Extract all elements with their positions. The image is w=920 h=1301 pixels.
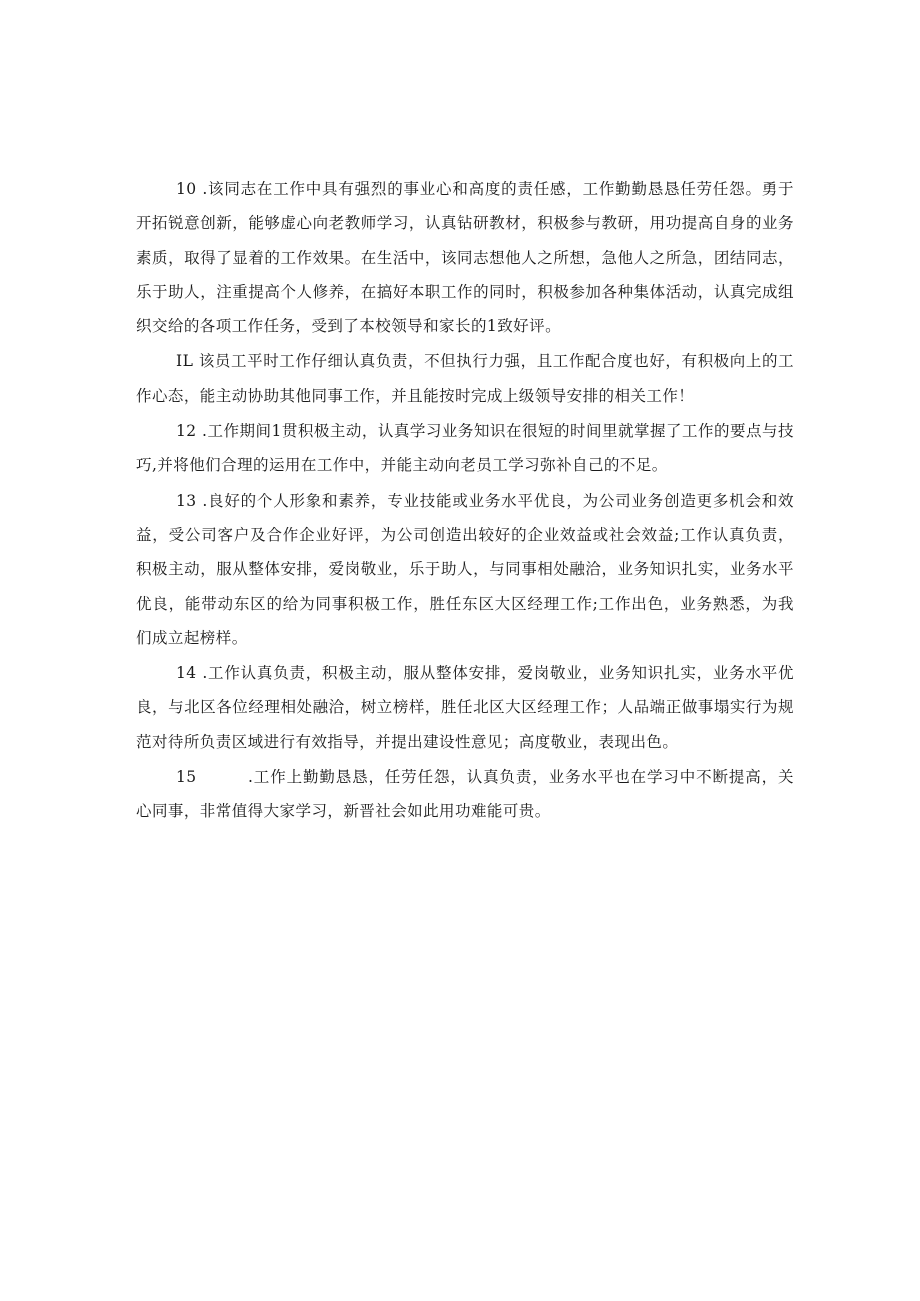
paragraph-12: [136, 414, 794, 483]
paragraph-text: .工作上勤勤恳恳，任劳任怨，认真负责，业务水平也在学习中不断提高，关心同事，非常值得大家学习，新晋社会如此用功难能可贵。: [136, 768, 794, 821]
document-body: [136, 172, 794, 830]
paragraph-number: IL: [176, 352, 194, 371]
paragraph-text: .工作期间1贯积极主动，认真学习业务知识在很短的时间里就掌握了工作的要点与技巧,并将他们合理的运用在工作中，并能主动向老员工学习弥补自己的不足。: [136, 422, 794, 475]
paragraph-text: .良好的个人形象和素养，专业技能或业务水平优良，为公司业务创造更多机会和效益，受公司客户及合作企业好评，为公司创造出较好的企业效益或社会效益;工作认真负责，积极主动，服从整体安排，爱岗敬业，乐于助人，与同事相处融洽，业务知识扎实，业务水平优良，能带动东区的给为同事积极工作，胜任东区大区经理工作;工作出色，业务熟悉，为我们成立起榜样。: [136, 491, 794, 647]
paragraph-13: [136, 484, 794, 655]
paragraph-15: [136, 760, 794, 829]
paragraph-number: 12: [176, 422, 197, 441]
paragraph-number: 10: [176, 180, 197, 198]
paragraph-number: 14: [176, 664, 197, 683]
paragraph-11: [136, 344, 794, 413]
paragraph-number: 13: [176, 491, 197, 510]
paragraph-10: [136, 172, 794, 343]
paragraph-text: 该员工平时工作仔细认真负责，不但执行力强，且工作配合度也好，有积极向上的工作心态，能主动协助其他同事工作，并且能按时完成上级领导安排的相关工作！: [136, 352, 794, 405]
paragraph-text: .工作认真负责，积极主动，服从整体安排，爱岗敬业，业务知识扎实，业务水平优良，与北区各位经理相处融洽，树立榜样，胜任北区大区经理工作；人品端正做事塌实行为规范对待所负责区域进行有效指导，并提出建设性意见；高度敬业，表现出色。: [136, 664, 794, 751]
paragraph-14: [136, 656, 794, 759]
paragraph-text: .该同志在工作中具有强烈的事业心和高度的责任感，工作勤勤恳恳任劳任怨。勇于开拓锐意创新，能够虚心向老教师学习，认真钻研教材，积极参与教研，用功提高自身的业务素质，取得了显着的工作效果。在生活中，该同志想他人之所想，急他人之所急，团结同志，乐于助人，注重提高个人修养，在搞好本职工作的同时，积极参加各种集体活动，认真完成组织交给的各项工作任务，受到了本校领导和家长的1致好评。: [136, 180, 794, 336]
paragraph-number: 15: [176, 768, 197, 787]
